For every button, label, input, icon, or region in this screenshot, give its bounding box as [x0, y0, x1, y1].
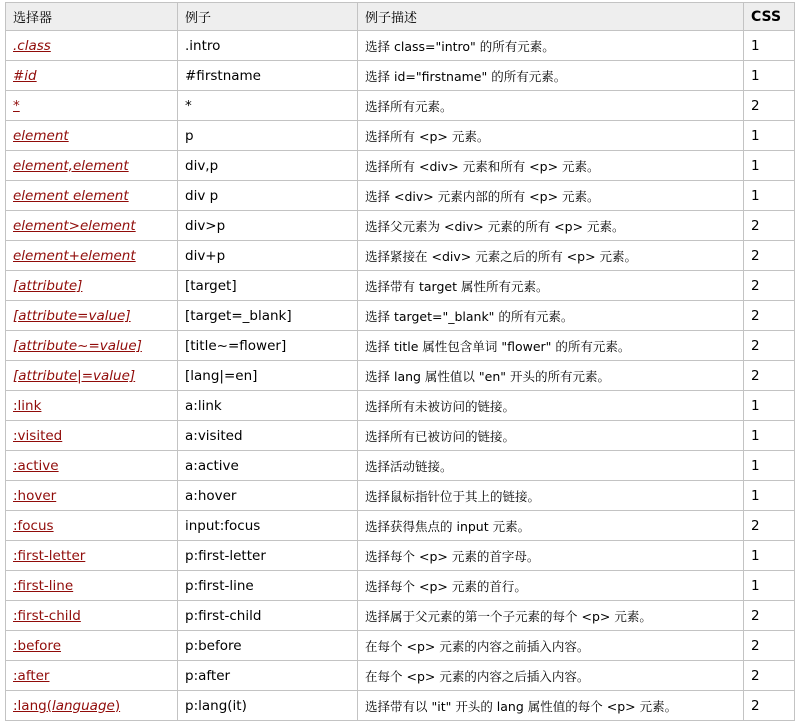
example-cell: p:after	[178, 661, 358, 691]
css-version-cell: 2	[744, 361, 795, 391]
example-cell: div+p	[178, 241, 358, 271]
table-row	[6, 361, 795, 391]
selector-cell	[6, 331, 178, 361]
example-cell: #firstname	[178, 61, 358, 91]
description-cell: 在每个 <p> 元素的内容之后插入内容。	[358, 661, 744, 691]
description-cell: 选择每个 <p> 元素的首行。	[358, 571, 744, 601]
selector-link[interactable]	[13, 428, 62, 444]
table-row	[6, 511, 795, 541]
description-cell: 选择所有 <p> 元素。	[358, 121, 744, 151]
description-cell: 选择 <div> 元素内部的所有 <p> 元素。	[358, 181, 744, 211]
table-row	[6, 121, 795, 151]
example-cell: [target]	[178, 271, 358, 301]
css-version-cell: 1	[744, 541, 795, 571]
example-cell: div>p	[178, 211, 358, 241]
selector-cell	[6, 151, 178, 181]
css-version-cell: 2	[744, 601, 795, 631]
description-cell: 选择活动链接。	[358, 451, 744, 481]
selector-link[interactable]	[13, 368, 135, 384]
selector-link[interactable]	[13, 278, 82, 294]
selector-text: :hover	[13, 487, 57, 504]
selector-text: :visited	[13, 427, 63, 444]
css-version-cell: 2	[744, 661, 795, 691]
selector-cell	[6, 361, 178, 391]
example-cell: p:first-child	[178, 601, 358, 631]
selector-link[interactable]	[13, 398, 41, 414]
description-cell: 选择父元素为 <div> 元素的所有 <p> 元素。	[358, 211, 744, 241]
example-cell: a:hover	[178, 481, 358, 511]
description-cell: 选择 title 属性包含单词 "flower" 的所有元素。	[358, 331, 744, 361]
description-cell: 选择带有 target 属性所有元素。	[358, 271, 744, 301]
selector-cell	[6, 571, 178, 601]
css-version-cell: 1	[744, 421, 795, 451]
example-cell: p	[178, 121, 358, 151]
css-version-cell: 1	[744, 121, 795, 151]
selector-cell	[6, 601, 178, 631]
table-row	[6, 691, 795, 721]
header-description: 例子描述	[358, 3, 744, 31]
selector-text: :first-line	[13, 577, 74, 594]
selector-link[interactable]	[13, 578, 73, 594]
selector-cell	[6, 661, 178, 691]
example-cell: div p	[178, 181, 358, 211]
example-cell: p:first-line	[178, 571, 358, 601]
selector-cell	[6, 211, 178, 241]
selector-text: :after	[13, 667, 50, 684]
selector-cell	[6, 61, 178, 91]
selector-cell	[6, 241, 178, 271]
description-cell: 选择所有 <div> 元素和所有 <p> 元素。	[358, 151, 744, 181]
table-row	[6, 391, 795, 421]
description-cell: 选择属于父元素的第一个子元素的每个 <p> 元素。	[358, 601, 744, 631]
table-row	[6, 151, 795, 181]
selector-text: element element	[13, 187, 129, 204]
table-row	[6, 331, 795, 361]
example-cell: p:first-letter	[178, 541, 358, 571]
selector-text: [attribute|=value]	[13, 367, 136, 384]
description-cell: 选择 target="_blank" 的所有元素。	[358, 301, 744, 331]
example-cell: a:link	[178, 391, 358, 421]
selector-link[interactable]	[13, 338, 142, 354]
selector-cell	[6, 691, 178, 721]
header-selector: 选择器	[6, 3, 178, 31]
description-cell: 选择紧接在 <div> 元素之后的所有 <p> 元素。	[358, 241, 744, 271]
selector-text: element+element	[13, 247, 136, 264]
selector-link[interactable]	[13, 188, 129, 204]
css-version-cell: 1	[744, 151, 795, 181]
selector-cell	[6, 481, 178, 511]
selector-text: :first-letter	[13, 547, 86, 564]
table-row	[6, 631, 795, 661]
selector-cell	[6, 631, 178, 661]
table-row	[6, 421, 795, 451]
selector-link[interactable]	[13, 518, 54, 534]
example-cell: .intro	[178, 31, 358, 61]
example-cell: p:lang(it)	[178, 691, 358, 721]
table-row	[6, 481, 795, 511]
description-cell: 选择所有已被访问的链接。	[358, 421, 744, 451]
selector-link[interactable]	[13, 68, 37, 84]
description-cell: 选择获得焦点的 input 元素。	[358, 511, 744, 541]
css-selector-reference-table	[5, 2, 795, 721]
selector-text: :lang(	[13, 697, 52, 714]
table-body	[6, 31, 795, 721]
selector-text: :active	[13, 457, 59, 474]
table-row	[6, 451, 795, 481]
table-row	[6, 271, 795, 301]
example-cell: a:visited	[178, 421, 358, 451]
selector-text: :before	[13, 637, 61, 654]
description-cell: 选择每个 <p> 元素的首字母。	[358, 541, 744, 571]
table-row	[6, 31, 795, 61]
selector-text: [attribute]	[13, 277, 83, 294]
table-row	[6, 571, 795, 601]
header-css-version: CSS	[744, 3, 795, 31]
table-row	[6, 181, 795, 211]
css-version-cell: 1	[744, 31, 795, 61]
description-cell: 在每个 <p> 元素的内容之前插入内容。	[358, 631, 744, 661]
description-cell: 选择所有元素。	[358, 91, 744, 121]
css-version-cell: 2	[744, 631, 795, 661]
selector-link[interactable]	[13, 548, 85, 564]
selector-link[interactable]	[13, 608, 81, 624]
selector-link[interactable]	[13, 638, 61, 654]
selector-link[interactable]	[13, 488, 56, 504]
selector-text: :first-child	[13, 607, 81, 624]
selector-argument: language	[51, 697, 115, 714]
selector-close: )	[114, 697, 121, 714]
example-cell: div,p	[178, 151, 358, 181]
table-row	[6, 241, 795, 271]
description-cell: 选择带有以 "it" 开头的 lang 属性值的每个 <p> 元素。	[358, 691, 744, 721]
css-version-cell: 1	[744, 451, 795, 481]
selector-link[interactable]	[13, 128, 69, 144]
css-version-cell: 1	[744, 391, 795, 421]
selector-cell	[6, 91, 178, 121]
selector-text: element	[13, 127, 69, 144]
example-cell: input:focus	[178, 511, 358, 541]
table-row	[6, 211, 795, 241]
description-cell: 选择 id="firstname" 的所有元素。	[358, 61, 744, 91]
selector-text: [attribute=value]	[13, 307, 131, 324]
table-row	[6, 91, 795, 121]
selector-link[interactable]	[13, 668, 50, 684]
table-row	[6, 601, 795, 631]
selector-link[interactable]	[13, 458, 59, 474]
css-version-cell: 1	[744, 61, 795, 91]
selector-link[interactable]	[13, 158, 129, 174]
selector-link[interactable]	[13, 308, 131, 324]
selector-cell	[6, 181, 178, 211]
selector-cell	[6, 541, 178, 571]
selector-text: #id	[13, 67, 37, 84]
selector-text: :link	[13, 397, 42, 414]
table-row	[6, 301, 795, 331]
description-cell: 选择 lang 属性值以 "en" 开头的所有元素。	[358, 361, 744, 391]
description-cell: 选择鼠标指针位于其上的链接。	[358, 481, 744, 511]
selector-text: .class	[13, 37, 51, 54]
table-row	[6, 61, 795, 91]
css-version-cell: 2	[744, 211, 795, 241]
selector-cell	[6, 451, 178, 481]
css-version-cell: 2	[744, 331, 795, 361]
css-version-cell: 2	[744, 91, 795, 121]
selector-cell	[6, 301, 178, 331]
example-cell: [title~=flower]	[178, 331, 358, 361]
selector-link[interactable]	[13, 38, 51, 54]
css-version-cell: 1	[744, 181, 795, 211]
css-version-cell: 2	[744, 691, 795, 721]
example-cell: a:active	[178, 451, 358, 481]
selector-link[interactable]	[13, 698, 120, 714]
selector-cell	[6, 31, 178, 61]
css-version-cell: 2	[744, 511, 795, 541]
css-version-cell: 1	[744, 481, 795, 511]
selector-cell	[6, 121, 178, 151]
description-cell: 选择 class="intro" 的所有元素。	[358, 31, 744, 61]
example-cell: *	[178, 91, 358, 121]
css-version-cell: 2	[744, 241, 795, 271]
example-cell: [lang|=en]	[178, 361, 358, 391]
css-version-cell: 2	[744, 301, 795, 331]
css-version-cell: 2	[744, 271, 795, 301]
example-cell: [target=_blank]	[178, 301, 358, 331]
selector-cell	[6, 391, 178, 421]
css-version-cell: 1	[744, 571, 795, 601]
selector-text: element,element	[13, 157, 129, 174]
table-row	[6, 661, 795, 691]
table-header-row	[6, 3, 795, 31]
selector-text: [attribute~=value]	[13, 337, 142, 354]
selector-text: :focus	[13, 517, 54, 534]
header-example: 例子	[178, 3, 358, 31]
selector-cell	[6, 421, 178, 451]
selector-cell	[6, 511, 178, 541]
selector-text: element>element	[13, 217, 136, 234]
selector-link[interactable]	[13, 248, 136, 264]
example-cell: p:before	[178, 631, 358, 661]
description-cell: 选择所有未被访问的链接。	[358, 391, 744, 421]
selector-link[interactable]	[13, 218, 136, 234]
table-row	[6, 541, 795, 571]
selector-text: *	[13, 97, 20, 114]
selector-cell	[6, 271, 178, 301]
selector-link[interactable]	[13, 98, 20, 114]
